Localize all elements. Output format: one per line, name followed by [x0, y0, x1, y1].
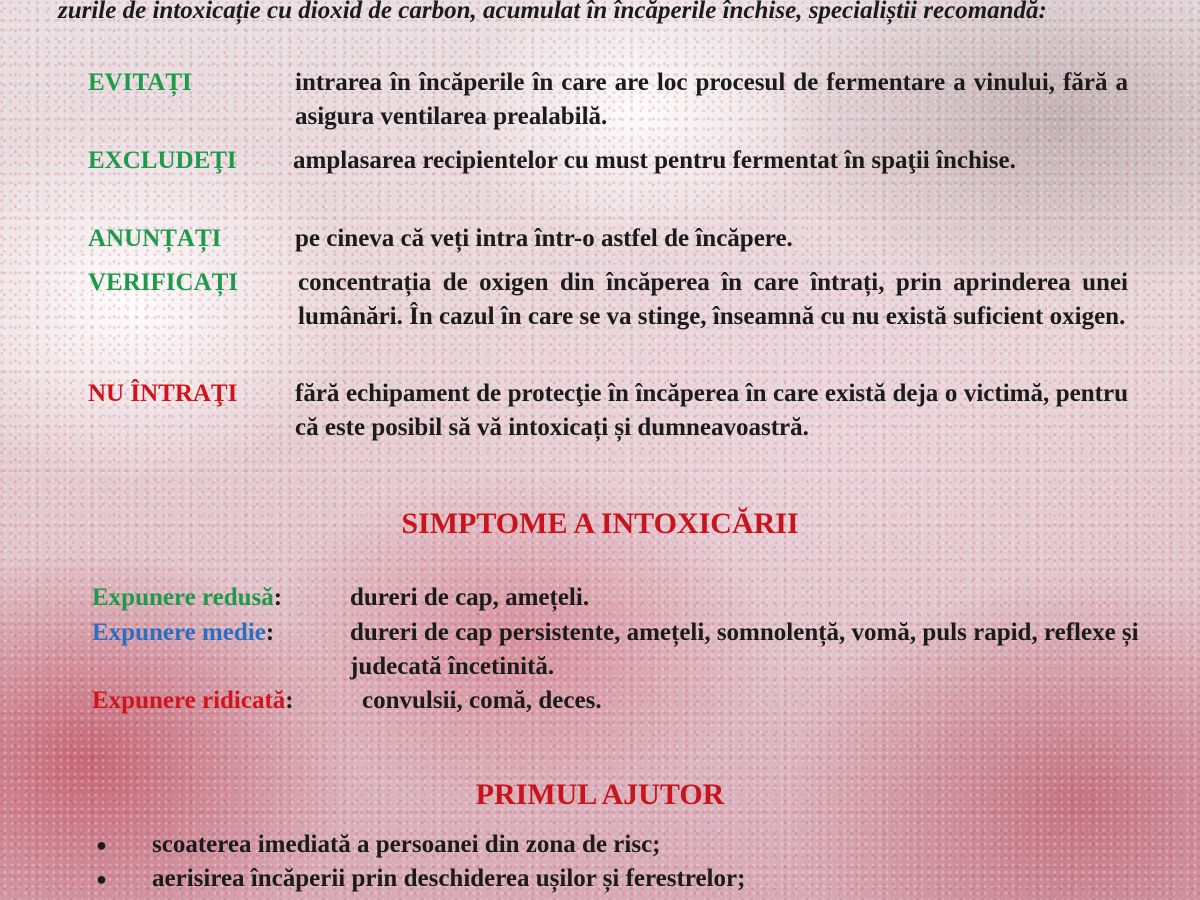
- exposure-medium: [92, 616, 1152, 684]
- recommendation-evitati: [88, 66, 1128, 134]
- exposure-text: convulsii, comă, deces.: [362, 687, 602, 714]
- list-item: [96, 862, 1096, 896]
- recommendation-keyword: VERIFICAȚI: [88, 269, 239, 296]
- recommendation-text: fără echipament de protecţie în încăperea în care există deja o victimă, pentru că este posibil să vă intoxicați și dumneavoastră.: [295, 380, 1128, 441]
- exposure-low: [92, 581, 1152, 615]
- recommendation-anuntati: [88, 222, 1128, 256]
- recommendation-keyword: ANUNȚAȚI: [88, 225, 222, 252]
- recommendation-text: concentrația de oxigen din încăperea în care întrați, prin aprinderea unei lumânări. În cazul în care se va stinge, înseamnă cu nu există suficient oxigen.: [298, 269, 1128, 330]
- recommendation-verificati: [88, 266, 1128, 334]
- exposure-label: Expunere ridicată:: [92, 687, 294, 714]
- intro-paragraph: zurile de intoxicație cu dioxid de carbon, acumulat în încăperile închise, specialiștii recomandă:: [58, 0, 1047, 24]
- exposure-text: dureri de cap, amețeli.: [350, 584, 590, 611]
- first-aid-item-text: scoaterea imediată a persoanei din zona de risc;: [152, 831, 661, 858]
- recommendation-text: amplasarea recipientelor cu must pentru fermentat în spaţii închise.: [293, 147, 1016, 174]
- bullet-icon: ●: [96, 869, 107, 889]
- symptoms-title: SIMPTOME A INTOXICĂRII: [401, 507, 799, 540]
- first-aid-item-text: aerisirea încăperii prin deschiderea ușilor și ferestrelor;: [152, 865, 746, 892]
- first-aid-list: [96, 828, 1096, 896]
- recommendation-keyword: NU ÎNTRAŢI: [88, 380, 238, 407]
- exposure-label: Expunere redusă:: [92, 584, 283, 611]
- recommendation-keyword: EVITAȚI: [88, 69, 192, 96]
- recommendation-keyword: EXCLUDEŢI: [88, 147, 237, 174]
- recommendation-nu-intrati: [88, 377, 1128, 445]
- exposure-text: dureri de cap persistente, amețeli, somnolență, vomă, puls rapid, reflexe și judecată încetinită.: [350, 619, 1139, 680]
- bullet-icon: ●: [96, 835, 107, 855]
- recommendation-excludeti: [88, 144, 1128, 178]
- first-aid-title: PRIMUL AJUTOR: [475, 778, 725, 811]
- exposure-high: [92, 684, 1152, 718]
- recommendation-text: intrarea în încăperile în care are loc procesul de fermentare a vinului, fără a asigura ventilarea prealabilă.: [295, 69, 1128, 130]
- exposure-label: Expunere medie:: [92, 619, 275, 646]
- recommendation-text: pe cineva că veți intra într-o astfel de încăpere.: [295, 225, 793, 252]
- list-item: [96, 828, 1096, 862]
